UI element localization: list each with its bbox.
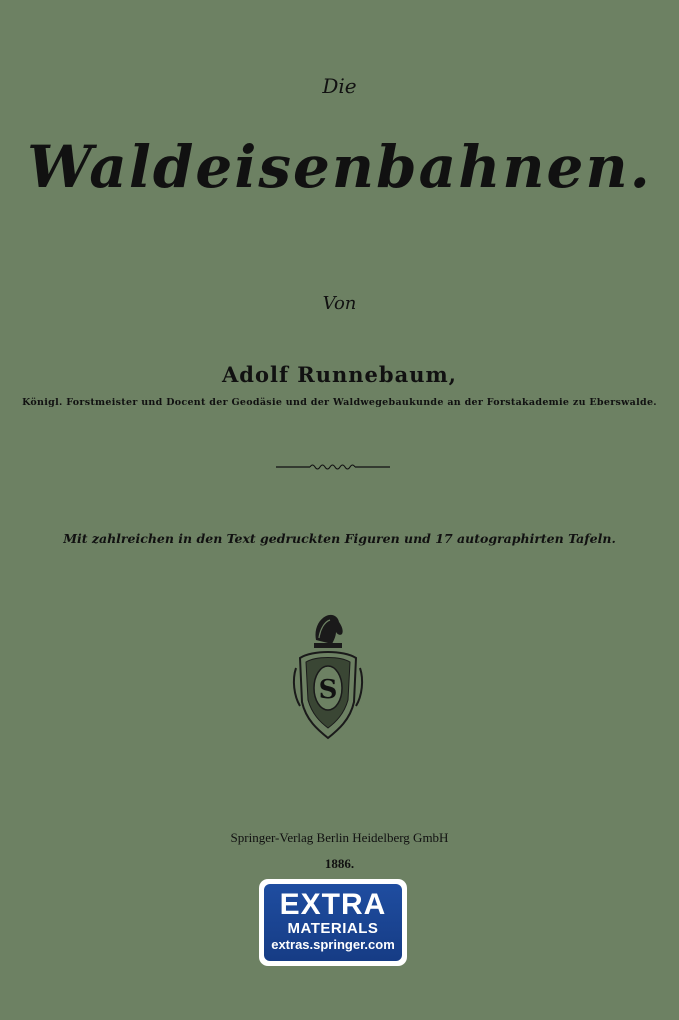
badge-inner (264, 884, 402, 961)
badge-materials-label: MATERIALS (287, 920, 379, 937)
extra-materials-badge[interactable] (259, 879, 407, 966)
badge-extra-label: EXTRA (279, 888, 387, 921)
publisher: Springer-Verlag Berlin Heidelberg GmbH (230, 830, 449, 845)
book-title: Waldeisenbahnen. (27, 133, 652, 201)
pre-title: Die (322, 74, 357, 98)
author-name: Adolf Runnebaum, (221, 362, 457, 387)
author-description: Königl. Forstmeister und Docent der Geodäsie und der Waldwegebaukunde an der Forstakademie zu Eberswalde. (22, 397, 657, 408)
svg-text:S: S (318, 675, 338, 705)
subtitle: Mit zahlreichen in den Text gedruckten Figuren und 17 autographirten Tafeln. (63, 531, 616, 546)
wavy-divider-icon (276, 460, 390, 474)
publication-year: 1886. (324, 856, 355, 871)
by-line: Von (322, 293, 357, 314)
badge-url-link[interactable]: extras.springer.com (271, 937, 395, 952)
springer-knight-emblem-icon (292, 610, 364, 744)
